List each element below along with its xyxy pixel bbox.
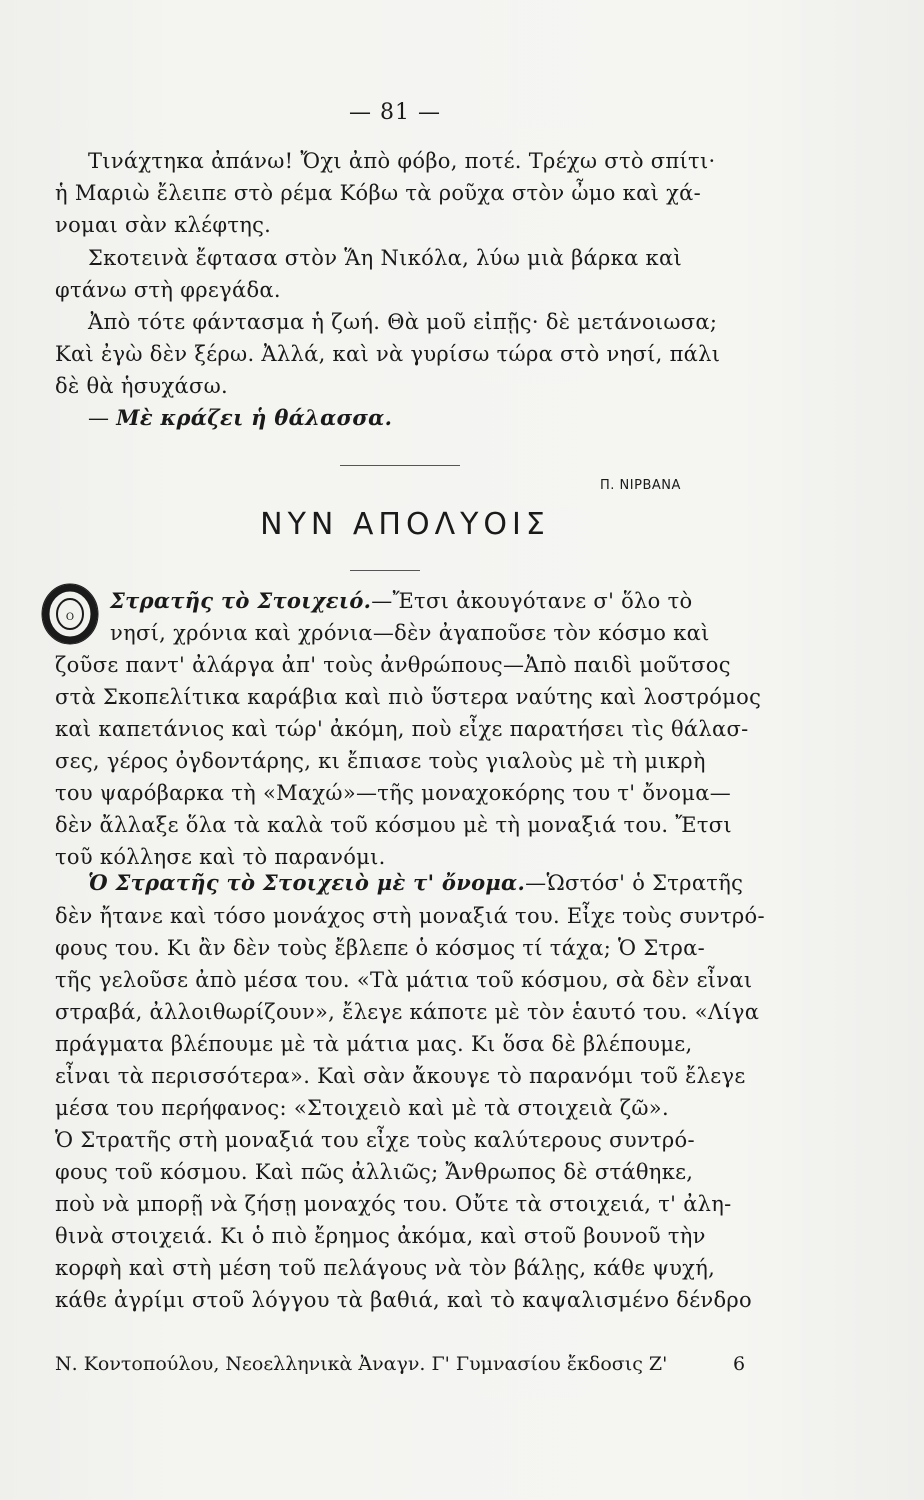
closing-dash: — <box>88 406 117 430</box>
prev-story-line: Ἀπὸ τότε φάντασμα ἡ ζωή. Θὰ μοῦ εἰπῇς· δὲ μετάνοιωσα; <box>88 310 718 334</box>
prev-story-line: Τινάχτηκα ἀπάνω! Ὄχι ἀπὸ φόβο, ποτέ. Τρέχω στὸ σπίτι· <box>88 149 716 173</box>
para1-first-rest: —Ἔτσι ἀκουγότανε σ' ὅλο τὸ <box>371 589 693 613</box>
para1-line: δὲν ἄλλαξε ὅλα τὰ καλὰ τοῦ κόσμου μὲ τὴ μοναξιά του. Ἔτσι <box>55 813 732 837</box>
para1-line: ζοῦσε παντ' ἀλάργα ἀπ' τοὺς ἀνθρώπους—Ἀπὸ παιδὶ μοῦτσος <box>55 653 731 677</box>
para2-line: ποὺ νὰ μπορῇ νὰ ζήσῃ μοναχός του. Οὔτε τὰ στοιχειά, τ' ἀλη- <box>55 1192 732 1216</box>
prev-story-line: φτάνω στὴ φρεγάδα. <box>55 278 281 302</box>
para2-first-line <box>88 870 743 896</box>
prev-story-line: νομαι σὰν κλέφτης. <box>55 213 272 237</box>
para1-line: του ψαρόβαρκα τὴ «Μαχώ»—τῆς μοναχοκόρης του τ' ὄνομα— <box>55 781 732 805</box>
prev-story-line: Καὶ ἐγὼ δὲν ξέρω. Ἀλλά, καὶ νὰ γυρίσω τώρα στὸ νησί, πάλι <box>55 342 721 366</box>
prev-story-closing <box>88 405 392 431</box>
para1-line: τοῦ κόλλησε καὶ τὸ παρανόμι. <box>55 845 386 869</box>
footer-imprint: Ν. Κοντοπούλου, Νεοελληνικὰ Ἀναγν. Γ' Γυμνασίου ἔκδοσις Ζ' <box>55 1353 668 1375</box>
para2-line: εἶναι τὰ περισσότερα». Καὶ σὰν ἄκουγε τὸ παρανόμι τοῦ ἔλεγε <box>55 1064 746 1088</box>
para2-line: πράγματα βλέπουμε μὲ τὰ μάτια μας. Κι ὅσα δὲ βλέπουμε, <box>55 1032 693 1056</box>
story-title: ΝΥΝ ΑΠΟΛΥΟΙΣ <box>260 507 550 542</box>
para2-line: κορφὴ καὶ στὴ μέση τοῦ πελάγους νὰ τὸν βάλῃς, κάθε ψυχή, <box>55 1256 716 1280</box>
para2-line: τῆς γελοῦσε ἀπὸ μέσα του. «Τὰ μάτια τοῦ κόσμου, σὰ δὲν εἶναι <box>55 968 753 992</box>
para2-first-rest: —Ὡστόσ' ὁ Στρατῆς <box>525 871 744 895</box>
dropcap-letter: Ο <box>65 612 75 623</box>
prev-story-line: δὲ θὰ ἡσυχάσω. <box>55 374 229 398</box>
para2-line: μέσα του περήφανος: «Στοιχειὸ καὶ μὲ τὰ στοιχειὰ ζῶ». <box>55 1096 669 1120</box>
para1-line: στὰ Σκοπελίτικα καράβια καὶ πιὸ ὕστερα ναύτης καὶ λοστρόμος <box>55 685 762 709</box>
para1-italic-heading: Στρατῆς τὸ Στοιχειό. <box>110 588 372 613</box>
prev-story-line: ἡ Μαριὼ ἔλειπε στὸ ρέμα Κόβω τὰ ροῦχα στὸν ὦμο καὶ χά- <box>55 181 701 205</box>
para2-italic-heading: Ὁ Στρατῆς τὸ Στοιχειὸ μὲ τ' ὄνομα. <box>88 870 526 895</box>
title-rule <box>350 570 420 571</box>
para2-line: δὲν ἤτανε καὶ τόσο μονάχος στὴ μοναξιά του. Εἶχε τοὺς συντρό- <box>55 904 765 928</box>
section-rule <box>340 465 460 466</box>
para1-line: σες, γέρος ὀγδοντάρης, κι ἔπιασε τοὺς γιαλοὺς μὲ τὴ μικρὴ <box>55 749 706 773</box>
para2-line: Ὁ Στρατῆς στὴ μοναξιά του εἶχε τοὺς καλύτερους συντρό- <box>55 1128 695 1152</box>
para2-line: κάθε ἀγρίμι στοῦ λόγγου τὰ βαθιά, καὶ τὸ καψαλισμένο δένδρο <box>55 1288 752 1312</box>
author-name: Π. ΝΙΡΒΑΝΑ <box>600 478 681 493</box>
page-number: — 81 — <box>349 100 441 125</box>
para2-line: φους του. Κι ἂν δὲν τοὺς ἔβλεπε ὁ κόσμος τί τάχα; Ὁ Στρα- <box>55 936 705 960</box>
signature-mark: 6 <box>733 1353 746 1375</box>
para2-line: θινὰ στοιχειά. Κι ὁ πιὸ ἔρημος ἀκόμα, καὶ στοῦ βουνοῦ τὴν <box>55 1224 706 1248</box>
prev-story-line: Σκοτεινὰ ἔφτασα στὸν Ἅη Νικόλα, λύω μιὰ βάρκα καὶ <box>88 246 682 270</box>
para2-line: φους τοῦ κόσμου. Καὶ πῶς ἀλλιῶς; Ἄνθρωπος δὲ στάθηκε, <box>55 1160 694 1184</box>
para2-line: στραβά, ἀλλοιθωρίζουν», ἔλεγε κάποτε μὲ τὸν ἑαυτό του. «Λίγα <box>55 1000 760 1024</box>
closing-italic: Μὲ κράζει ἡ θάλασσα. <box>116 405 393 430</box>
para1-line: νησί, χρόνια καὶ χρόνια—δὲν ἀγαποῦσε τὸν κόσμο καὶ <box>110 621 710 645</box>
dropcap-ornament <box>40 582 100 646</box>
para1-first-line <box>110 588 692 614</box>
para1-line: καὶ καπετάνιος καὶ τώρ' ἀκόμη, ποὺ εἶχε παρατήσει τὶς θάλασ- <box>55 717 749 741</box>
